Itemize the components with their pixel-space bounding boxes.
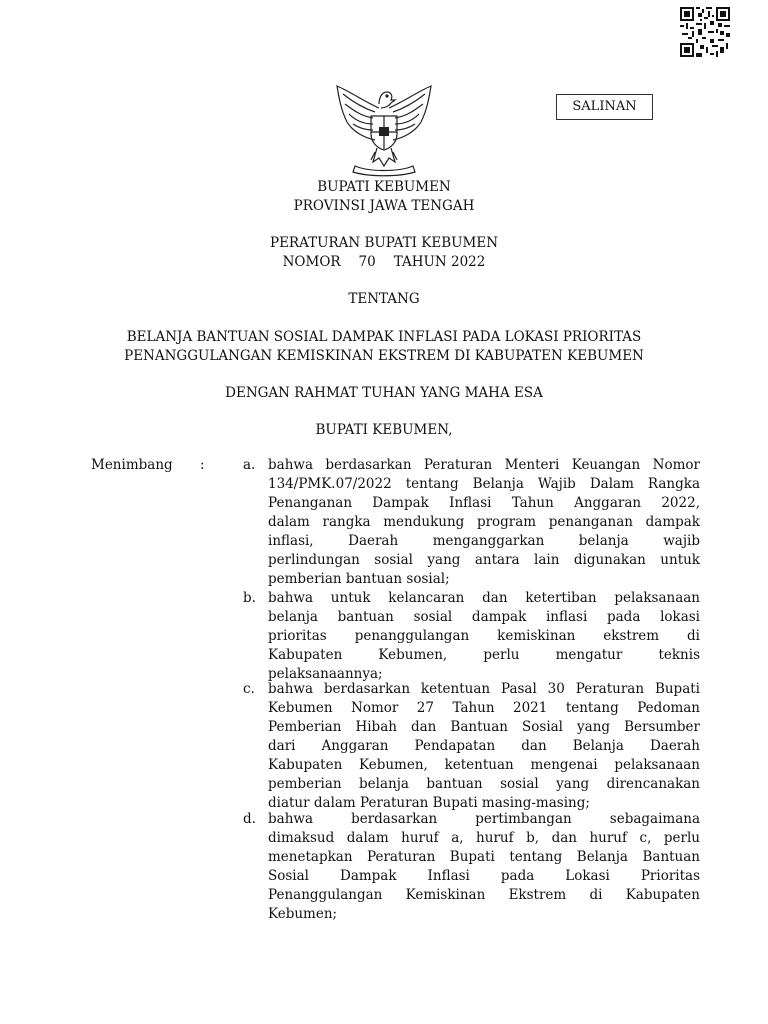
tentang-heading: TENTANG: [348, 291, 420, 307]
tahun-label: TAHUN 2022: [393, 254, 486, 270]
regulation-title: PERATURAN BUPATI KEBUMEN: [269, 235, 499, 251]
consideration-text: [268, 680, 700, 813]
signatory-heading: BUPATI KEBUMEN,: [315, 422, 453, 438]
consideration-letter: d.: [243, 811, 256, 827]
issuer-title: BUPATI KEBUMEN: [317, 179, 451, 195]
garuda-emblem: [325, 78, 443, 178]
consideration-line: prioritas penanggulangan kemiskinan ekstrem di: [268, 628, 700, 644]
consideration-line: bahwa berdasarkan ketentuan Pasal 30 Peraturan Bupati: [268, 681, 700, 697]
consideration-line: menetapkan Peraturan Bupati tentang Belanja Bantuan: [268, 849, 700, 865]
consideration-text: [268, 810, 700, 924]
consideration-line: pelaksanaannya;: [268, 666, 383, 682]
consideration-line: Kabupaten Kebumen, ketentuan mengenai pelaksanaan: [268, 757, 700, 773]
consideration-line: diatur dalam Peraturan Bupati masing-masing;: [268, 795, 590, 811]
consideration-line: Kebumen;: [268, 906, 338, 922]
regulation-number: [0, 252, 768, 272]
consideration-line: dari Anggaran Pendapatan dan Belanja Daerah: [268, 738, 700, 754]
consideration-line: pemberian bantuan sosial;: [268, 571, 450, 587]
subject-line-1: BELANJA BANTUAN SOSIAL DAMPAK INFLASI PADA LOKASI PRIORITAS: [126, 329, 642, 345]
consideration-line: bahwa untuk kelancaran dan ketertiban pelaksanaan: [268, 590, 700, 606]
consideration-line: pemberian belanja bantuan sosial yang direncanakan: [268, 776, 700, 792]
consideration-line: dalam rangka mendukung program penanganan dampak: [268, 514, 700, 530]
consideration-line: Kebumen Nomor 27 Tahun 2021 tentang Pedoman: [268, 700, 700, 716]
consideration-line: Penanggulangan Kemiskinan Ekstrem di Kabupaten: [268, 887, 700, 903]
nomor-label: NOMOR: [282, 254, 341, 270]
nomor-value: 70: [358, 254, 376, 270]
consideration-line: bahwa berdasarkan pertimbangan sebagaimana: [268, 811, 700, 827]
consideration-line: inflasi, Daerah menganggarkan belanja wajib: [268, 533, 700, 549]
consideration-line: bahwa berdasarkan Peraturan Menteri Keuangan Nomor: [268, 457, 700, 473]
subject-line-2: PENANGGULANGAN KEMISKINAN EKSTREM DI KABUPATEN KEBUMEN: [124, 348, 644, 364]
consideration-text: [268, 589, 700, 684]
consideration-line: perlindungan sosial yang antara lain digunakan untuk: [268, 552, 700, 568]
consideration-letter: c.: [243, 681, 255, 697]
consideration-line: 134/PMK.07/2022 tentang Belanja Wajib Dalam Rangka: [268, 476, 700, 492]
consideration-line: Sosial Dampak Inflasi pada Lokasi Prioritas: [268, 868, 700, 884]
consideration-line: Kabupaten Kebumen, perlu mengatur teknis: [268, 647, 700, 663]
qr-code: [680, 7, 730, 57]
consideration-line: belanja bantuan sosial dampak inflasi pada lokasi: [268, 609, 700, 625]
menimbang-label: Menimbang: [91, 457, 173, 473]
consideration-letter: b.: [243, 590, 256, 606]
salinan-stamp: SALINAN: [556, 94, 653, 120]
consideration-letter: a.: [243, 457, 256, 473]
consideration-line: Penanganan Dampak Inflasi Tahun Anggaran 2022,: [268, 495, 700, 511]
province-title: PROVINSI JAWA TENGAH: [293, 198, 475, 214]
consideration-text: [268, 456, 700, 589]
menimbang-colon: :: [200, 457, 205, 473]
consideration-line: dimaksud dalam huruf a, huruf b, dan huruf c, perlu: [268, 830, 700, 846]
consideration-line: Pemberian Hibah dan Bantuan Sosial yang Bersumber: [268, 719, 700, 735]
preamble: DENGAN RAHMAT TUHAN YANG MAHA ESA: [225, 385, 543, 401]
